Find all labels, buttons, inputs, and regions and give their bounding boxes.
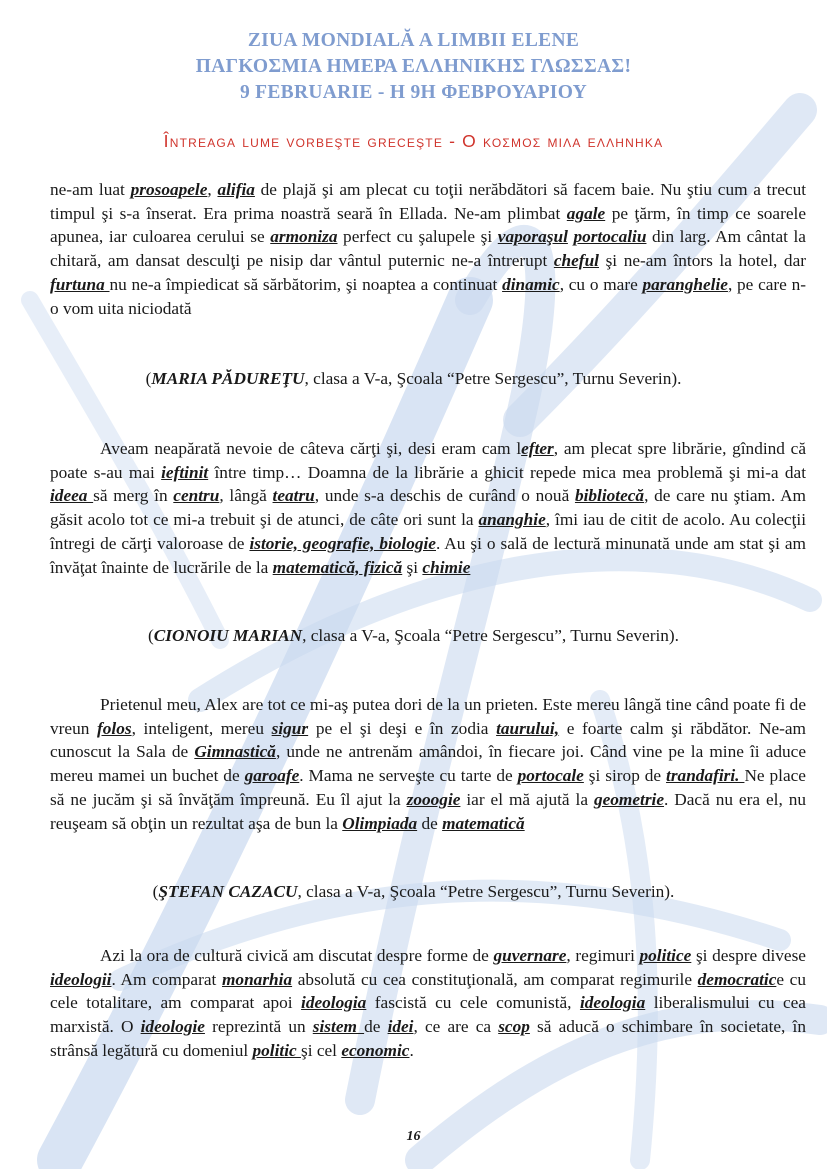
keyword: Gimnastică bbox=[194, 742, 276, 762]
header-title-greek: ΠΑΓΚΟΣΜΙΑ ΗΜΕΡΑ ΕΛΛΗΝΙΚΗΣ ΓΛΩΣΣΑΣ! bbox=[195, 56, 632, 77]
keyword: vaporaşul bbox=[497, 227, 568, 247]
keyword: taurului, bbox=[496, 718, 560, 738]
keyword: armoniza bbox=[270, 227, 338, 247]
keyword: ideologia bbox=[301, 993, 367, 1013]
keyword: centru bbox=[173, 486, 220, 506]
keyword: monarhia bbox=[221, 969, 293, 989]
keyword: matematică, fizică bbox=[272, 557, 403, 577]
keyword: paranghelie bbox=[642, 274, 728, 294]
keyword: economic bbox=[341, 1040, 410, 1060]
keyword: sigur bbox=[271, 718, 309, 738]
keyword: teatru bbox=[272, 486, 315, 506]
keyword: dinamic bbox=[502, 274, 560, 294]
keyword: idei bbox=[387, 1017, 414, 1037]
keyword: ideologie bbox=[140, 1017, 205, 1037]
keyword: Olimpiada bbox=[342, 813, 418, 833]
keyword: ananghie bbox=[478, 510, 546, 530]
header-date: 9 FEBRUARIE - Η 9Η ΦΕΒΡΟΥΑΡΙΟΥ bbox=[239, 82, 588, 103]
keyword: politice bbox=[639, 946, 692, 965]
keyword: ideea bbox=[50, 486, 94, 506]
keyword: matematică bbox=[442, 813, 525, 833]
keyword: cheful bbox=[553, 251, 599, 271]
keyword: chimie bbox=[422, 557, 471, 577]
keyword: ideologii bbox=[50, 969, 112, 989]
keyword: istorie, geografie, biologie bbox=[249, 533, 436, 553]
signature-3: (ŞTEFAN CAZACU, clasa a V-a, Şcoala “Petre Sergescu”, Turnu Severin). bbox=[152, 882, 675, 901]
keyword: ieftinit bbox=[161, 462, 209, 482]
page-number: 16 bbox=[406, 1129, 421, 1144]
paragraph-1: ne-am luat prosoapele, alifia de plajă şi am plecat cu toţii nerăbdători să facem baie. Nu ştiu cum a trecut timpul şi s-a înserat. Era prima noastră seară în Ellada. Ne-am plimbat agale pe ţărm, în timp ce soarele apunea, iar culoarea cerului se armoniza perfect cu şalupele şi vaporaşul portocaliu din larg. Am cântat la chitară, am dansat desculţi pe nisip dar vântul puternic ne-a întrerupt cheful şi ne-am întors la hotel, dar furtuna nu ne-a împiedicat să sărbătorim, şi noaptea a continuat dinamic, cu o mare paranghelie, pe care n-o vom uita niciodată bbox=[50, 180, 807, 318]
signature-2: (CIONOIU MARIAN, clasa a V-a, Şcoala “Petre Sergescu”, Turnu Severin). bbox=[147, 626, 680, 645]
paragraph-3: Prietenul meu, Alex are tot ce mi-aş putea dori de la un prieten. Este mereu lângă tine când poate fi de vreun folos, inteligent, mereu sigur pe el şi deşi e în zodia taurului, e foarte calm şi răbdător. Ne-am cunoscut la Sala de Gimnastică, unde ne antrenăm amândoi, în fiecare joi. Când vine pe la mine îi aduce mereu mamei un buchet de garoafe. Mama ne serveşte cu tarte de portocale şi sirop de trandafiri. Ne place să ne jucăm şi să învăţăm împreună. Eu îl ajut la zooogie iar el mă ajută la geometrie. Dacă nu era el, nu reuşeam să obţin un rezultat aşa de bun la Olimpiada de matematică bbox=[50, 695, 806, 833]
keyword: garoafe bbox=[244, 766, 300, 786]
keyword: bibliotecă bbox=[574, 486, 645, 506]
keyword: efter bbox=[521, 439, 554, 458]
header-title-romanian: ZIUA MONDIALĂ A LIMBII ELENE bbox=[247, 30, 580, 51]
keyword: alifia bbox=[217, 180, 255, 199]
keyword: geometrie bbox=[593, 789, 665, 809]
keyword: guvernare bbox=[493, 946, 567, 965]
keyword: zooogie bbox=[406, 789, 461, 809]
keyword: folos bbox=[97, 718, 132, 738]
keyword: portocaliu bbox=[573, 227, 647, 247]
keyword: agale bbox=[566, 203, 606, 223]
signature-1: (MARIA PĂDUREŢU, clasa a V-a, Şcoala “Petre Sergescu”, Turnu Severin). bbox=[145, 369, 682, 388]
keyword: democratic bbox=[697, 969, 777, 989]
keyword: politic bbox=[252, 1040, 301, 1060]
keyword: portocale bbox=[517, 766, 584, 786]
keyword: prosoapele bbox=[130, 180, 208, 199]
keyword: furtuna bbox=[50, 274, 110, 294]
keyword: scop bbox=[498, 1017, 530, 1037]
keyword: trandafiri. bbox=[666, 766, 745, 786]
paragraph-2: Aveam neapărată nevoie de câteva cărţi şi, desi eram cam lefter, am plecat spre librărie, gîndind că poate s-au mai ieftinit între timp… Doamna de la librărie a ghicit repede mica mea problemă şi mi-a dat ideea să merg în centru, lângă teatru, unde s-a deschis de curând o nouă bibliotecă, de care nu ştiam. Am găsit acolo tot ce mi-a trebuit şi de atunci, de câte ori sunt la ananghie, îmi iau de citit de acolo. Au colecţii întregi de cărţi valoroase de istorie, geografie, biologie. Au şi o sală de lectură minunată unde am stat şi am învăţat înainte de lucrările de la matematică, fizică şi chimie bbox=[50, 439, 807, 577]
header-subtitle: Întreaga lume vorbeşte greceşte - Ο κοσμος μιλα ελληνηκα bbox=[163, 131, 664, 151]
keyword: ideologia bbox=[579, 993, 646, 1013]
paragraph-4: Azi la ora de cultură civică am discutat despre forme de guvernare, regimuri politice şi despre divese ideologii. Am comparat monarhia absolută cu cea constituţională, am comparat regimurile democratice cu cele totalitare, am comparat apoi ideologia fascistă cu cele comunistă, ideologia liberalismului cu cea marxistă. O ideologie reprezintă un sistem de idei, ce are ca scop să aducă o schimbare în societate, în strânsă legătură cu domeniul politic şi cel economic. bbox=[50, 946, 806, 1060]
keyword: sistem bbox=[312, 1017, 365, 1037]
